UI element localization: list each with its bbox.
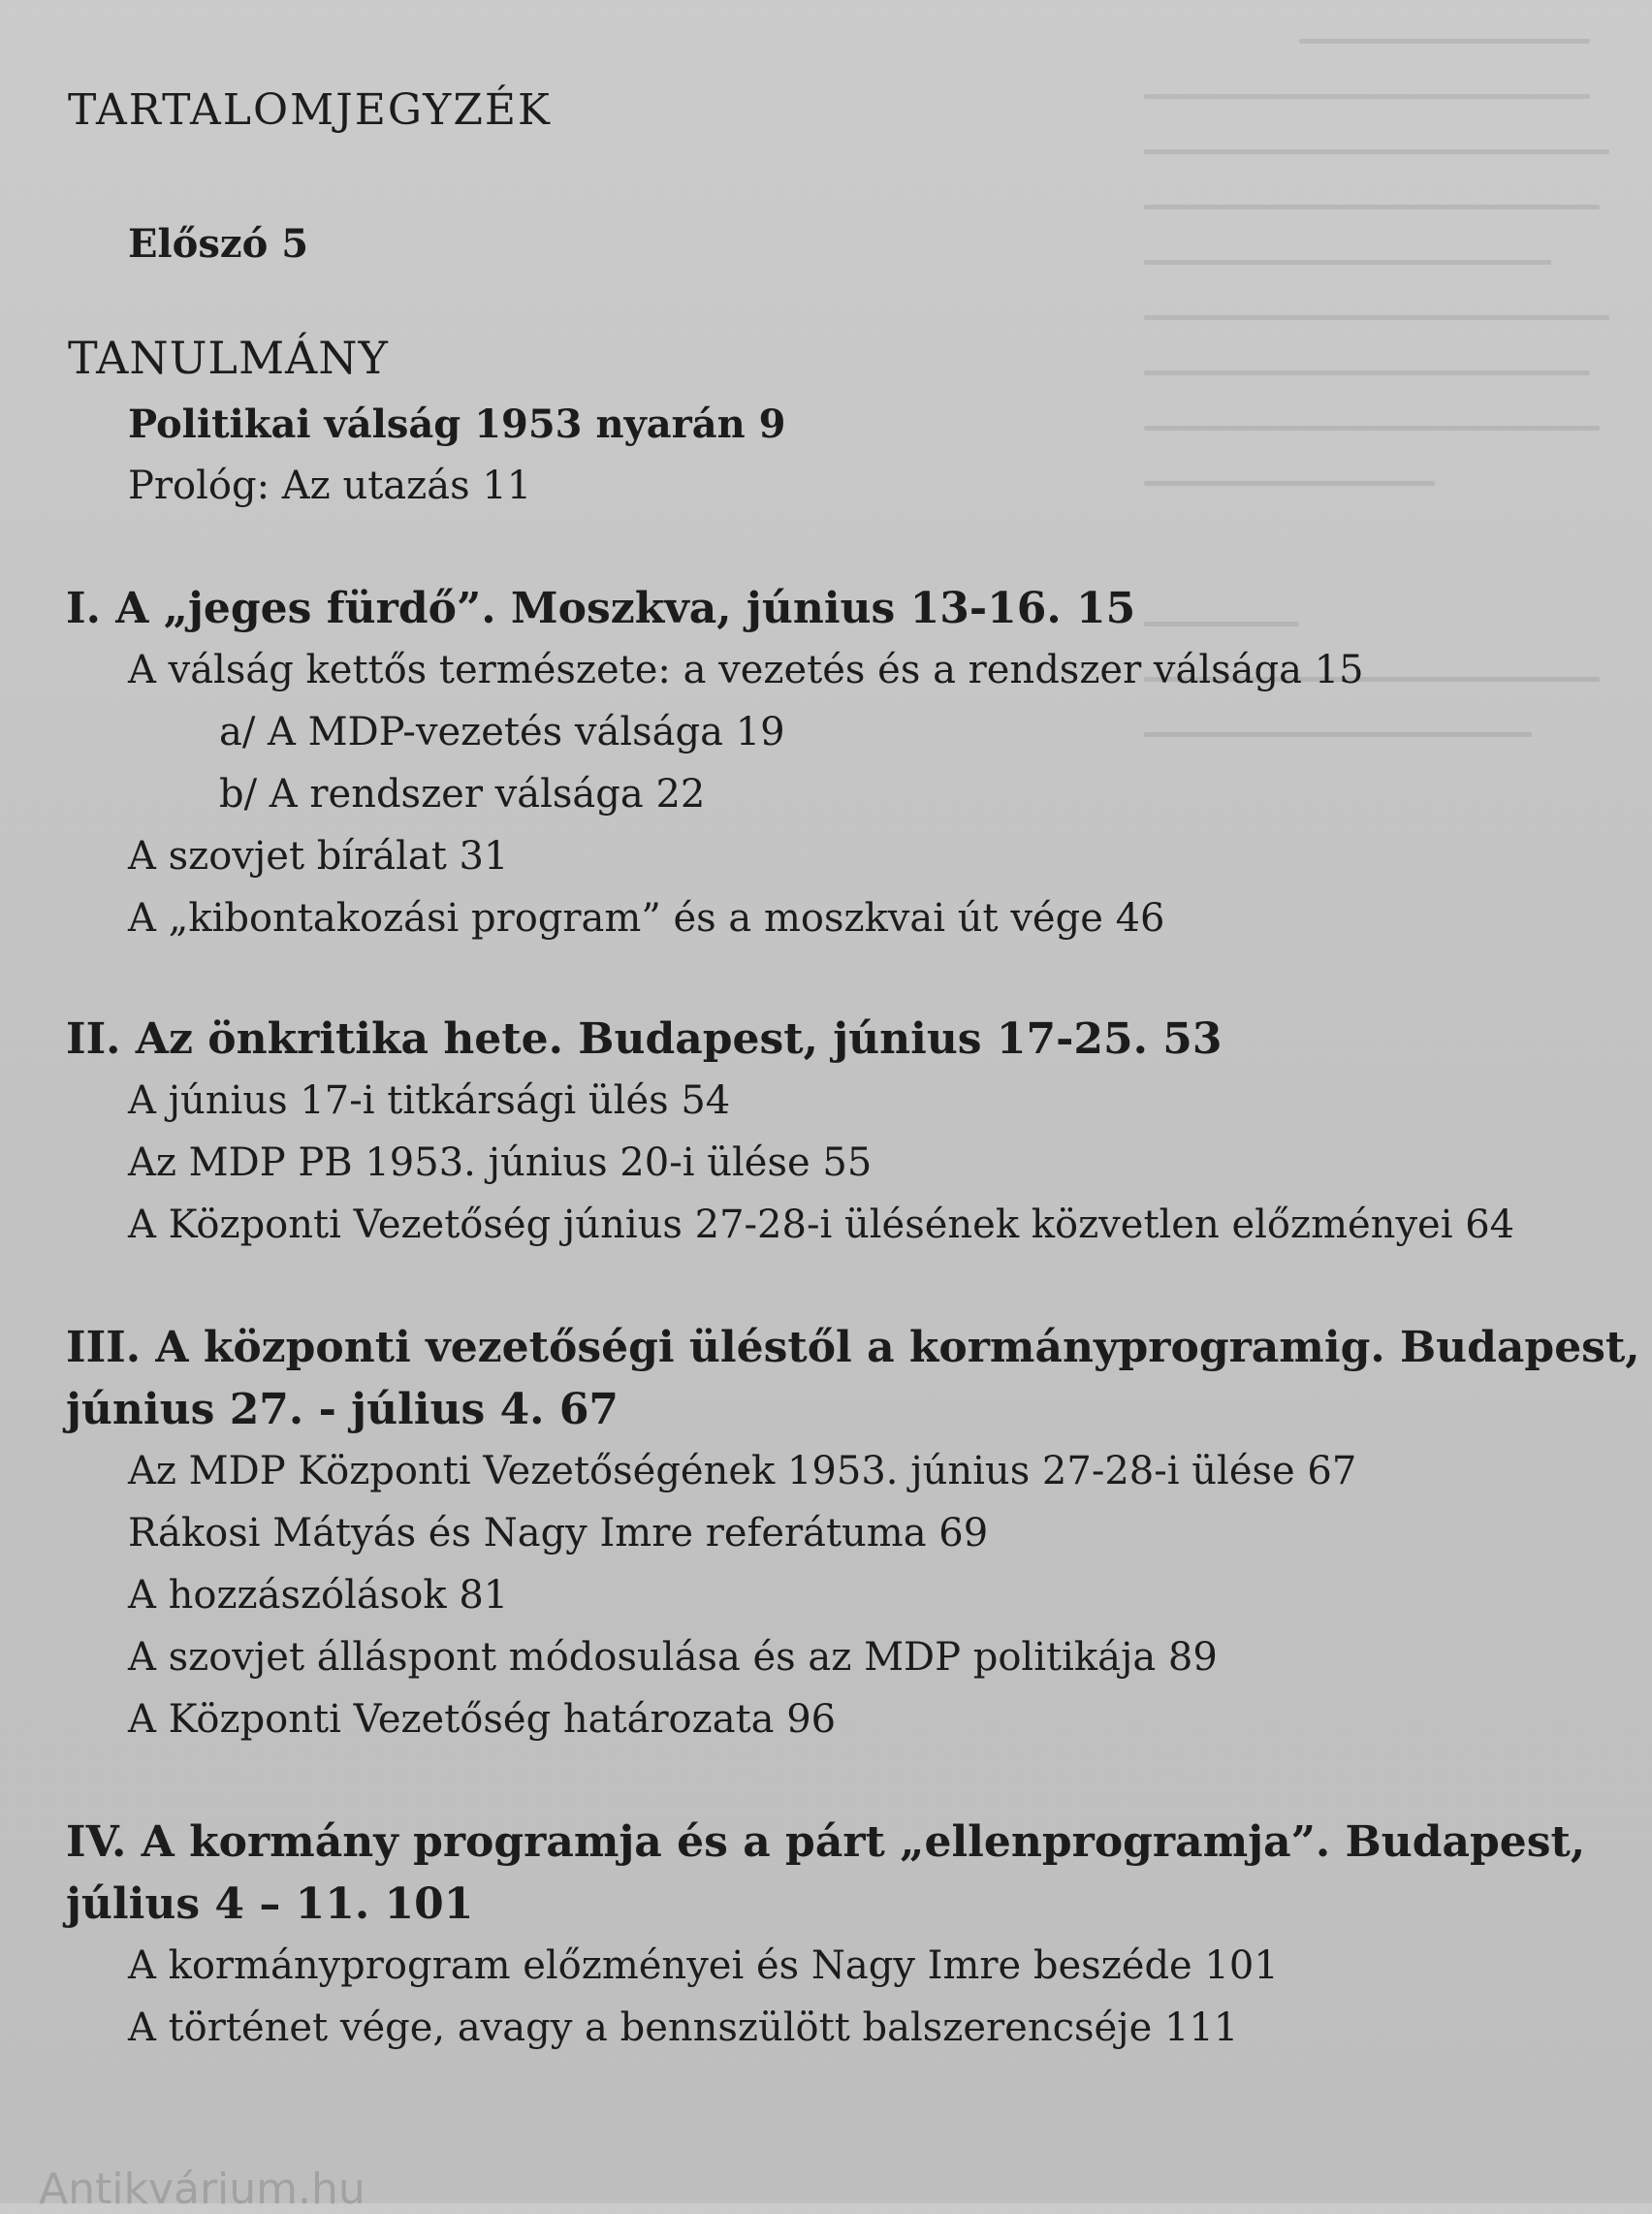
toc-item: Az MDP PB 1953. június 20-i ülése 55 bbox=[128, 1140, 873, 1185]
toc-item: A szovjet álláspont módosulása és az MDP politikája 89 bbox=[128, 1635, 1218, 1680]
toc-study-title: Politikai válság 1953 nyarán 9 bbox=[128, 401, 786, 447]
chapter-1-title: I. A „jeges fürdő”. Moszkva, június 13-16. 15 bbox=[66, 584, 1136, 633]
chapter-3-title: III. A központi vezetőségi üléstől a kormányprogramig. Budapest, bbox=[66, 1323, 1640, 1372]
chapter-4-title: IV. A kormány programja és a párt „ellenprogramja”. Budapest, bbox=[66, 1817, 1586, 1867]
section-heading-study: TANULMÁNY bbox=[68, 332, 389, 384]
toc-item: Rákosi Mátyás és Nagy Imre referátuma 69 bbox=[128, 1511, 989, 1556]
toc-item: A Központi Vezetőség június 27-28-i ülésének közvetlen előzményei 64 bbox=[128, 1203, 1515, 1247]
toc-item: A hozzászólások 81 bbox=[128, 1573, 509, 1618]
bleed-through-text bbox=[1144, 39, 1652, 1396]
toc-item: A kormányprogram előzményei és Nagy Imre beszéde 101 bbox=[128, 1943, 1279, 1988]
toc-subitem: a/ A MDP-vezetés válsága 19 bbox=[219, 710, 785, 754]
page-title: TARTALOMJEGYZÉK bbox=[68, 85, 552, 135]
chapter-2-title: II. Az önkritika hete. Budapest, június 17-25. 53 bbox=[66, 1014, 1223, 1064]
toc-item: A június 17-i titkársági ülés 54 bbox=[128, 1078, 731, 1123]
chapter-3-title-cont: június 27. - július 4. 67 bbox=[66, 1385, 620, 1434]
toc-foreword: Előszó 5 bbox=[128, 221, 309, 267]
toc-item: A történet vége, avagy a bennszülött balszerencséje 111 bbox=[128, 2005, 1239, 2050]
toc-item: A szovjet bírálat 31 bbox=[128, 834, 509, 879]
toc-subitem: b/ A rendszer válsága 22 bbox=[219, 772, 706, 817]
toc-prologue: Prológ: Az utazás 11 bbox=[128, 464, 532, 508]
toc-item: A „kibontakozási program” és a moszkvai út vége 46 bbox=[128, 896, 1165, 941]
toc-item: Az MDP Központi Vezetőségének 1953. június 27-28-i ülése 67 bbox=[128, 1449, 1357, 1493]
chapter-4-title-cont: július 4 – 11. 101 bbox=[66, 1879, 474, 1929]
watermark: Antikvárium.hu bbox=[39, 2165, 365, 2214]
toc-item: A Központi Vezetőség határozata 96 bbox=[128, 1697, 837, 1742]
toc-item: A válság kettős természete: a vezetés és a rendszer válsága 15 bbox=[128, 648, 1364, 692]
